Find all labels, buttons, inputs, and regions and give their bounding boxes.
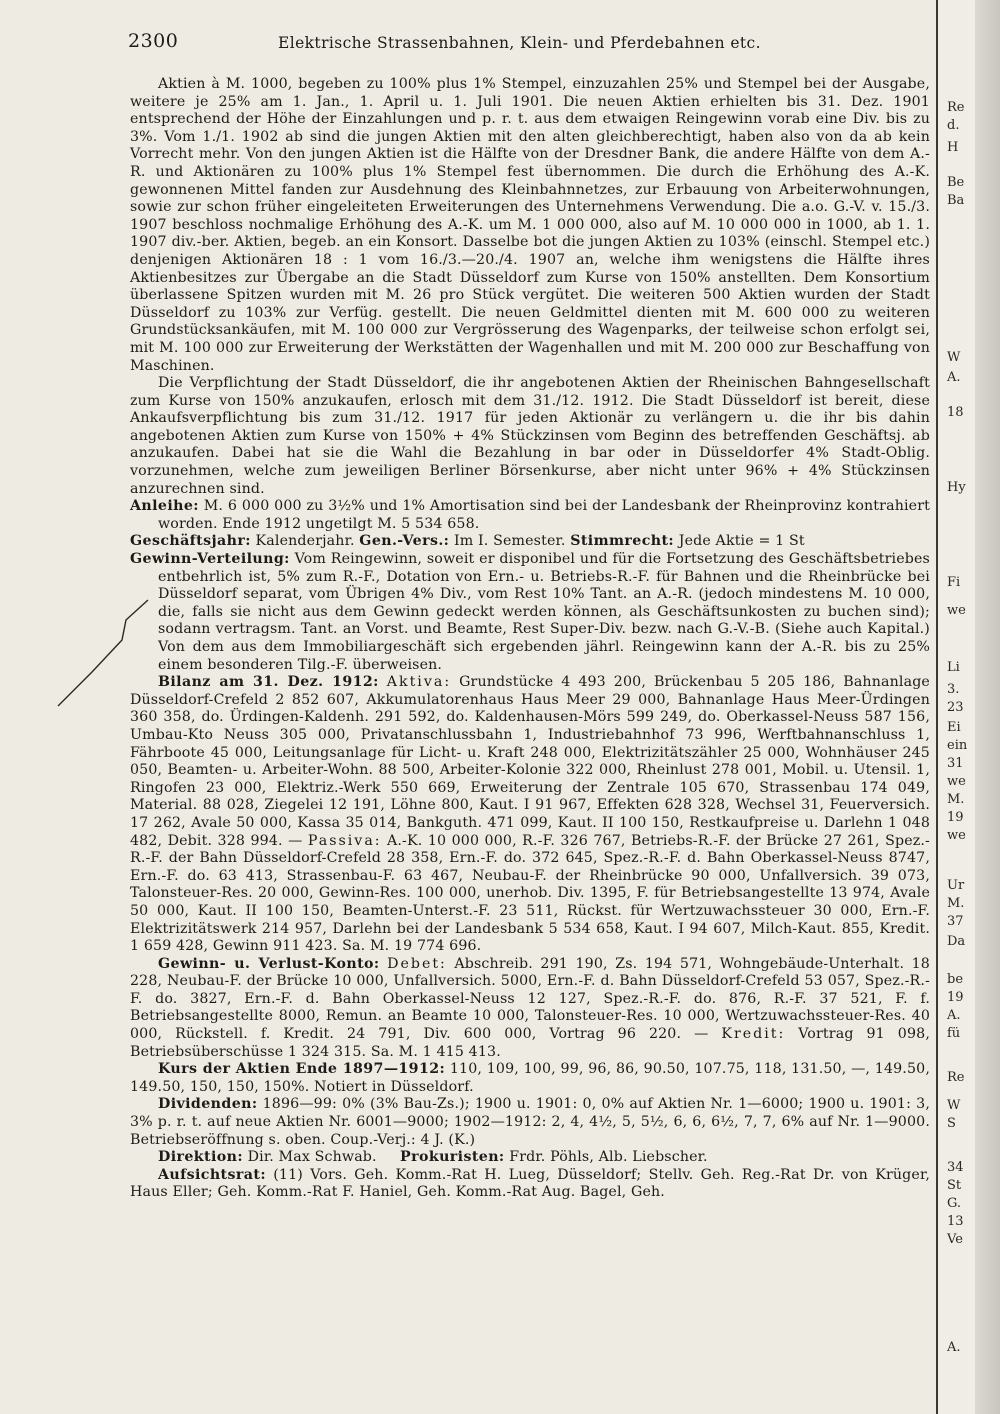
margin-fragment: 34 bbox=[947, 1160, 964, 1175]
direktion-text: Dir. Max Schwab. bbox=[247, 1149, 377, 1166]
passiva-text: A.-K. 10 000 000, R.-F. 326 767, Betriebs-R.-F. der Brücke 27 261, Spez.-R.-F. der Bahn Düsseldorf-Crefeld 28 358, Ern.-F. do. 372 645, Spez.-R.-F. d. Bahn Oberkassel-Neuss 8747, Ern.-F. do. 63 413, Strassenbau-F. 63 467, Neubau-F. der Rheinbrücke 90 000, Unfallversich. 39 073, Talonsteuer-Res. 20 000, Gewinn-Res. 100 000, unerhob. Div. 1395, F. für Betriebsangestellte 13 974, Avale 50 000, Kaut. II 100 150, Beamten-Unterst.-F. 23 511, Rückst. für Wertzuwachssteuer 30 000, Ern.-F. Elektrizitätswerk 214 957, Darlehn bei der Landesbank 5 534 658, Kaut. I 94 607, Milch-Kaut. 855, Kredit. 1 659 428, Gewinn 911 423. Sa. M. 19 774 696. bbox=[130, 832, 930, 955]
anleihe-section bbox=[130, 498, 930, 533]
kurs-text: 110, 109, 100, 99, 96, 86, 90.50, 107.75, 118, 131.50, —, 149.50, 149.50, 150, 150, 150%. Notiert in Düsseldorf. bbox=[130, 1061, 930, 1095]
bilanz-label: Bilanz am 31. Dez. 1912: bbox=[158, 674, 379, 691]
gewinn-verteilung-label: Gewinn-Verteilung: bbox=[130, 551, 290, 568]
margin-fragment: Li bbox=[947, 660, 960, 675]
margin-fragment: we bbox=[947, 774, 966, 789]
debet-text: Abschreib. 291 190, Zs. 194 571, Wohngebäude-Unterhalt. 18 228, Neubau-F. der Brücke 10 000, Unfallversich. 5000, Ern.-F. d. Bahn Düsseldorf-Crefeld 53 057, Spez.-R.-F. do. 3827, Ern.-F. d. Bahn Oberkassel-Neuss 12 127, Spez.-R.-F. do. 876, R.-F. 37 521, F. f. Betriebsangestellte 8000, Remun. an Beamte 10 000, Talonsteuer-Res. 10 000, Wertzuwachssteuer-Res. 40 000, Rückstell. f. Kredit. 24 791, Div. 600 000, Vortrag 96 220. — bbox=[130, 955, 930, 1043]
margin-fragment: Da bbox=[947, 934, 966, 949]
margin-fragment: ein bbox=[947, 738, 968, 753]
prokuristen-text: Frdr. Pöhls, Alb. Liebscher. bbox=[509, 1149, 708, 1166]
margin-fragment: 18 bbox=[947, 405, 964, 420]
aufsichtsrat-label: Aufsichtsrat: bbox=[158, 1166, 266, 1183]
margin-fragment: Ve bbox=[947, 1232, 963, 1247]
dividenden-text: 1896—99: 0% (3% Bau-Zs.); 1900 u. 1901: 0, 0% auf Aktien Nr. 1—6000; 1900 u. 1901: 3, 3% p. r. t. auf neue Aktien Nr. 6001—9000; 1902—1912: 2, 4, 4½, 5, 5½, 6, 6, 6½, 7, 7, 6% auf Nr. 1—9000. Betriebseröffnung s. oben. Coup.-Verj.: 4 J. (K.) bbox=[130, 1096, 930, 1148]
margin-fragment: we bbox=[947, 828, 966, 843]
passiva-label: Passiva: bbox=[307, 832, 382, 849]
geschaeftsjahr-text: Kalenderjahr. bbox=[255, 533, 355, 550]
margin-fragment: d. bbox=[947, 118, 960, 133]
aktiva-text: Grundstücke 4 493 200, Brückenbau 5 205 186, Bahnanlage Düsseldorf-Crefeld 2 852 607, Akkumulatorenhaus Haus Meer 29 000, Bahnanlage Haus Meer-Ürdingen 360 358, do. Ürdingen-Kaldenh. 291 592, do. Kaldenhausen-Mörs 599 249, do. Oberkassel-Neuss 587 156, Umbau-Kto Neuss 305 000, Privatanschlussbahn 1, Industriebahnhof 73 996, Werftbahnanschluss 1, Fährboote 45 000, Leitungsanlage für Licht- u. Kraft 248 000, Elektrizitätszähler 25 000, Wohnhäuser 245 050, Beamten- u. Arbeiter-Wohn. 88 500, Arbeiter-Kolonie 322 000, Rheinlust 278 001, Mobil. u. Utensil. 1, Ringofen 23 000, Elektriz.-Werk 550 669, Erweiterung der Zentrale 105 670, Strassenbau 174 049, Material. 88 028, Ziegelei 12 191, Löhne 800, Kaut. I 91 967, Effekten 628 328, Wechsel 31, Feuerversich. 17 262, Avale 50 000, Kassa 35 014, Bankguth. 471 099, Kaut. II 100 150, Restkaufpreise u. Darlehn 1 048 482, Debit. 328 994. — bbox=[130, 674, 930, 849]
dividenden-section bbox=[130, 1096, 930, 1149]
guv-label: Gewinn- u. Verlust-Konto: bbox=[158, 955, 380, 972]
margin-fragment: 19 bbox=[947, 810, 964, 825]
margin-fragment: Hy bbox=[947, 480, 966, 495]
page-number: 2300 bbox=[128, 30, 179, 52]
city-obligation-paragraph: Die Verpflichtung der Stadt Düsseldorf, die ihr angebotenen Aktien der Rheinischen Bahngesellschaft zum Kurse von 150% anzukaufen, erlosch mit dem 31./12. 1912. Die Stadt Düsseldorf ist bereit, diese Ankaufsverpflichtung bis zum 31./12. 1917 für jeden Aktionär zu verlängern u. die ihr bis dahin angebotenen Aktien zum Kurse von 150% + 4% Stückzinsen vom Beginn des betreffenden Geschäftsj. ab anzukaufen. Dabei hat sie die Wahl die Bezahlung in bar oder in Düsseldorfer 4% Stadt-Oblig. vorzunehmen, welche zum jeweiligen Berliner Börsenkurse, aber nicht unter 96% + 4% Stückzinsen anzurechnen sind. bbox=[130, 375, 930, 497]
stimmrecht-label: Stimmrecht: bbox=[570, 533, 675, 550]
prokuristen-label: Prokuristen: bbox=[400, 1149, 505, 1166]
margin-fragment: Ei bbox=[947, 720, 961, 735]
margin-fragment: Ur bbox=[947, 878, 965, 893]
margin-fragment: A. bbox=[947, 370, 961, 385]
margin-fragment: Re bbox=[947, 1070, 965, 1085]
margin-fragment: 3. bbox=[947, 682, 960, 697]
kurs-section bbox=[130, 1061, 930, 1096]
geschaeftsjahr-line bbox=[130, 533, 930, 551]
margin-fragment: Fi bbox=[947, 575, 961, 590]
margin-fragment: 37 bbox=[947, 914, 964, 929]
article-body bbox=[130, 76, 930, 1202]
margin-fragment: M. bbox=[947, 896, 965, 911]
capital-paragraph: Aktien à M. 1000, begeben zu 100% plus 1% Stempel, einzuzahlen 25% und Stempel bei der Ausgabe, weitere je 25% am 1. Jan., 1. April u. 1. Juli 1901. Die neuen Aktien erhielten bis 31. Dez. 1901 entsprechend der Höhe der Einzahlungen und p. r. t. aus dem etwaigen Reingewinn vorab eine Div. bis zu 3%. Vom 1./1. 1902 ab sind die jungen Aktien mit den alten gleichberechtigt, haben also von da ab kein Vorrecht mehr. Von den jungen Aktien ist die Hälfte von der Dresdner Bank, die andere Hälfte von dem A.-R. und Aktionären zu 100% plus 1% Stempel fest übernommen. Die durch die Erhöhung des A.-K. gewonnenen Mittel fanden zur Ausdehnung des Kleinbahnnetzes, zur Erbauung von Arbeiterwohnungen, sowie zur schon früher eingeleiteten Erweiterungen des Unternehmens Verwendung. Die a.o. G.-V. v. 15./3. 1907 beschloss nochmalige Erhöhung des A.-K. um M. 1 000 000, also auf M. 10 000 000 in 1000, ab 1. 1. 1907 div.-ber. Aktien, begeb. an ein Konsort. Dasselbe bot die jungen Aktien zu 103% (einschl. Stempel etc.) denjenigen Aktionären 18 : 1 vom 16./3.—20./4. 1907 an, welche ihm wenigstens die Hälfte ihres Aktienbesitzes zur Übergabe an die Stadt Düsseldorf zum Kurse von 150% anstellten. Dem Konsortium überlassene Spitzen wurden mit M. 26 pro Stück vergütet. Die weiteren 500 Aktien wurden der Stadt Düsseldorf zu 103% zur Verfüg. gestellt. Die neuen Geldmittel dienten mit M. 600 000 zu weiteren Grundstücksankäufen, mit M. 100 000 zur Vergrösserung des Wagenparks, der teilweise schon erfolgt sei, mit M. 100 000 zur Erweiterung der Werkstätten der Wagenhallen und mit M. 200 000 zur Beschaffung von Maschinen. bbox=[130, 76, 930, 374]
running-title: Elektrische Strassenbahnen, Klein- und Pferdebahnen etc. bbox=[278, 34, 761, 52]
margin-fragment: A. bbox=[947, 1340, 961, 1355]
gewinn-verteilung-text: Vom Reingewinn, soweit er disponibel und für die Fortsetzung des Geschäftsbetriebes entbehrlich ist, 5% zum R.-F., Dotation von Ern.- u. Betriebs-R.-F. für Bahnen und die Rheinbrücke bei Düsseldorf separat, vom Übrigen 4% Div., vom Rest 10% Tant. an A.-R. (jedoch mindestens M. 10 000, die, falls sie nicht aus dem Gewinn gedeckt werden können, als Geschäftsunkosten zu buchen sind); sodann vertragsm. Tant. an Vorst. und Beamte, Rest Super-Div. bezw. nach G.-V.-B. (Siehe auch Kapital.) Von dem aus dem Immobiliargeschäft sich ergebenden jährl. Reingewinn kann der A.-R. bis zu 25% einem besonderen Tilg.-F. überweisen. bbox=[158, 551, 930, 673]
margin-fragment: we bbox=[947, 603, 966, 618]
direktion-label: Direktion: bbox=[158, 1149, 243, 1166]
aufsichtsrat-section bbox=[130, 1167, 930, 1202]
margin-fragment: fü bbox=[947, 1026, 961, 1041]
aufsichtsrat-text: (11) Vors. Geh. Komm.-Rat H. Lueg, Düsseldorf; Stellv. Geh. Reg.-Rat Dr. von Krüger, Haus Eller; Geh. Komm.-Rat F. Haniel, Geh. Komm.-Rat Aug. Bagel, Geh. bbox=[130, 1166, 930, 1201]
aktiva-label: Aktiva: bbox=[386, 674, 452, 691]
page-header bbox=[128, 30, 928, 60]
stimmrecht-text: Jede Aktie = 1 St bbox=[678, 533, 805, 550]
margin-fragment: S bbox=[947, 1116, 956, 1131]
direktion-line bbox=[130, 1149, 930, 1167]
anleihe-label: Anleihe: bbox=[130, 498, 199, 515]
kredit-text: Vortrag 91 098, Betriebsüberschüsse 1 324 315. Sa. M. 1 415 413. bbox=[130, 1026, 930, 1060]
margin-fragment: Re bbox=[947, 100, 965, 115]
margin-fragment: G. bbox=[947, 1196, 962, 1211]
margin-fragment: 31 bbox=[947, 756, 964, 771]
margin-fragment: Ba bbox=[947, 193, 965, 208]
genvers-label: Gen.-Vers.: bbox=[359, 533, 450, 550]
margin-fragment: be bbox=[947, 972, 964, 987]
gewinn-verteilung-section bbox=[130, 551, 930, 674]
genvers-text: Im I. Semester. bbox=[454, 533, 566, 550]
margin-fragment: A. bbox=[947, 1008, 961, 1023]
margin-fragment: St bbox=[947, 1178, 962, 1193]
bilanz-section bbox=[130, 674, 930, 956]
margin-fragment: 23 bbox=[947, 700, 964, 715]
guv-section bbox=[130, 956, 930, 1062]
anleihe-text: M. 6 000 000 zu 3½% und 1% Amortisation sind bei der Landesbank der Rheinprovinz kontrahiert worden. Ende 1912 ungetilgt M. 5 534 658. bbox=[158, 498, 930, 532]
margin-fragment: W bbox=[947, 1098, 961, 1113]
margin-fragment: M. bbox=[947, 792, 965, 807]
margin-fragment: H bbox=[947, 140, 959, 155]
debet-label: Debet: bbox=[387, 955, 447, 972]
margin-fragment: 19 bbox=[947, 990, 964, 1005]
margin-fragment: Be bbox=[947, 175, 965, 190]
geschaeftsjahr-label: Geschäftsjahr: bbox=[130, 533, 251, 550]
kurs-label: Kurs der Aktien Ende 1897—1912: bbox=[158, 1061, 446, 1078]
kredit-label: Kredit: bbox=[721, 1026, 786, 1043]
margin-fragment: 13 bbox=[947, 1214, 964, 1229]
margin-fragment: W bbox=[947, 350, 961, 365]
page-gutter bbox=[975, 0, 1000, 1414]
dividenden-label: Dividenden: bbox=[158, 1096, 258, 1113]
